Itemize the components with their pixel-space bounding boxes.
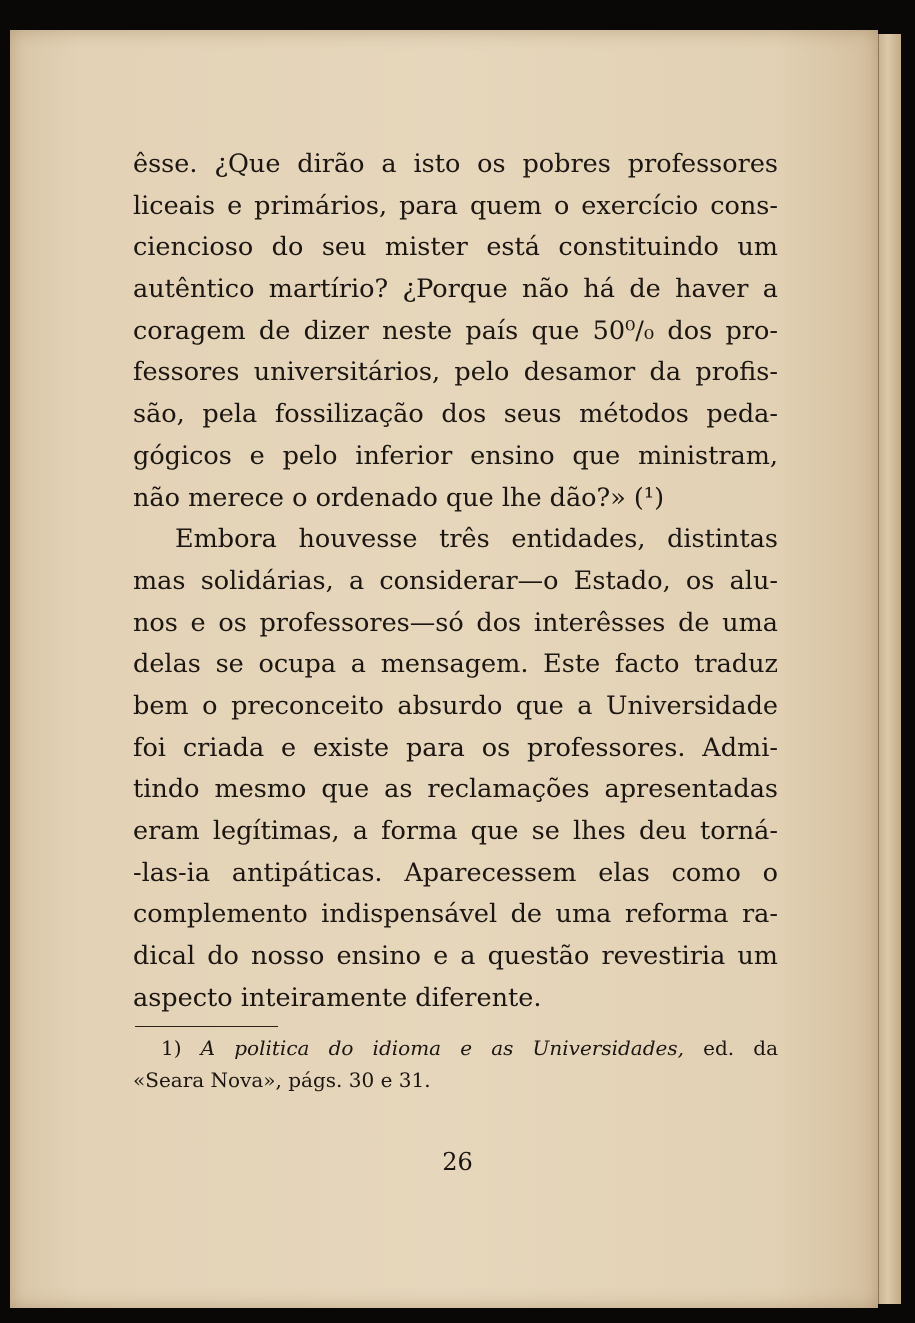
footnote-divider [135,1026,278,1027]
text-line: bem o preconceito absurdo que a Universidade [133,690,778,721]
footnote-marker: 1) [161,1036,182,1060]
text-line: autêntico martírio? ¿Porque não há de haver a [133,274,778,305]
footnote-line [133,1032,778,1064]
text-line: dical do nosso ensino e a questão revestiria um [133,941,778,972]
text-line: não merece o ordenado que lhe dão?» (¹) [133,482,665,513]
text-line: são, pela fossilização dos seus métodos peda- [133,399,778,430]
footnote [133,1032,778,1096]
text-line: coragem de dizer neste país que 50⁰/₀ dos pro- [133,315,778,346]
text-line: nos e os professores—só dos interêsses de uma [133,607,778,638]
text-line: Embora houvesse três entidades, distintas [175,524,778,555]
text-line: -las-ia antipáticas. Aparecessem elas como o [133,857,778,888]
text-line: ciencioso do seu mister está constituindo um [133,232,778,263]
text-line: aspecto inteiramente diferente. [133,982,542,1013]
text-line: gógicos e pelo inferior ensino que ministram, [133,440,778,471]
page-number: 26 [442,1148,473,1176]
text-line: mas solidárias, a considerar—o Estado, os alu- [133,565,778,596]
footnote-title: A politica do idioma e as Universidades, [200,1036,684,1060]
body-text [133,144,778,1019]
text-line: fessores universitários, pelo desamor da profis- [133,357,778,388]
text-line: liceais e primários, para quem o exercício cons- [133,190,778,221]
footnote-line: «Seara Nova», págs. 30 e 31. [133,1068,431,1092]
footnote-edition: ed. da [703,1036,778,1060]
text-line: tindo mesmo que as reclamações apresentadas [133,774,778,805]
text-line: delas se ocupa a mensagem. Este facto traduz [133,649,778,680]
text-line: complemento indispensável de uma reforma ra- [133,899,778,930]
text-line: eram legítimas, a forma que se lhes deu torná- [133,816,778,846]
text-line: foi criada e existe para os professores. Admi- [133,732,778,763]
page-edge [878,34,901,1304]
text-line: êsse. ¿Que dirão a isto os pobres professores [133,149,778,179]
